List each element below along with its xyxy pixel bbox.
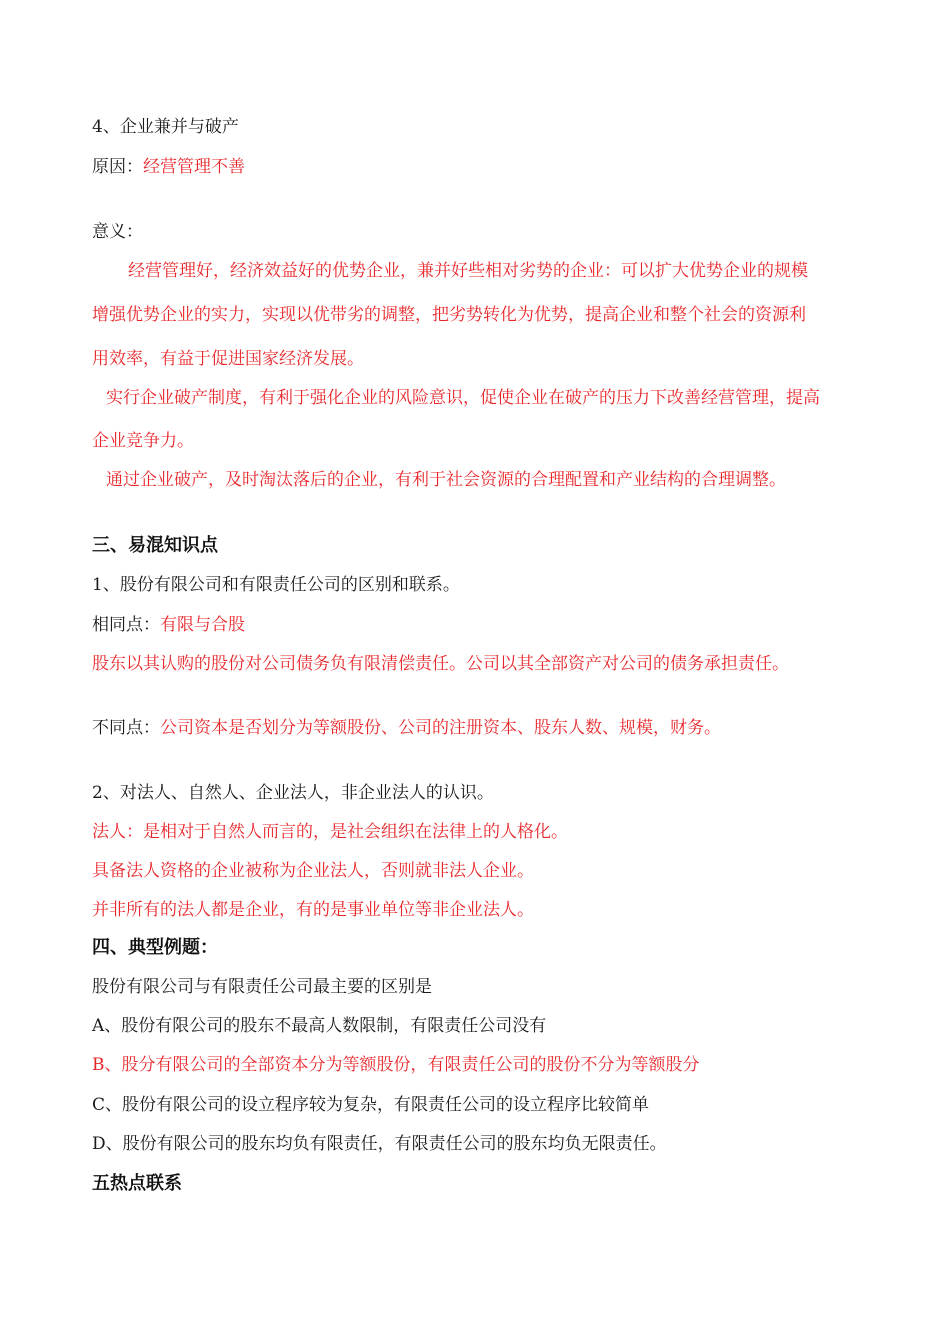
option-d: D、股份有限公司的股东均负有限责任，有限责任公司的股东均负无限责任。: [92, 1134, 667, 1154]
meaning-para3: 通过企业破产，及时淘汰落后的企业，有利于社会资源的合理配置和产业结构的合理调整。: [106, 470, 786, 490]
item2-title: 2、对法人、自然人、企业法人，非企业法人的认识。: [92, 783, 494, 803]
meaning-label: 意义：: [92, 222, 143, 242]
same-value: 有限与合股: [160, 615, 245, 635]
diff-value: 公司资本是否划分为等额股份、公司的注册资本、股东人数、规模，财务。: [160, 718, 721, 738]
cause-label: 原因：: [92, 157, 143, 177]
heading-typical-examples: 四、典型例题：: [92, 937, 218, 958]
option-a: A、股份有限公司的股东不最高人数限制，有限责任公司没有: [92, 1016, 547, 1036]
same-detail: 股东以其认购的股份对公司债务负有限清偿责任。公司以其全部资产对公司的债务承担责任。: [92, 654, 789, 674]
meaning-para2-line2: 企业竞争力。: [92, 431, 194, 451]
same-points-line: [92, 614, 245, 636]
legal-person-line1: 法人：是相对于自然人而言的，是社会组织在法律上的人格化。: [92, 822, 568, 842]
meaning-para1-line1: 经营管理好，经济效益好的优势企业，兼并好些相对劣势的企业：可以扩大优势企业的规模: [128, 261, 808, 281]
heading-confusing-points: 三、易混知识点: [92, 535, 218, 556]
legal-person-line2: 具备法人资格的企业被称为企业法人，否则就非法人企业。: [92, 861, 534, 881]
section-title-merger-bankruptcy: 4、企业兼并与破产: [92, 117, 239, 137]
diff-points-line: [92, 717, 721, 739]
meaning-para1-line2: 增强优势企业的实力，实现以优带劣的调整，把劣势转化为优势，提高企业和整个社会的资源利: [92, 305, 806, 325]
meaning-para1-line3: 用效率，有益于促进国家经济发展。: [92, 349, 364, 369]
cause-line: [92, 156, 245, 178]
legal-person-line3: 并非所有的法人都是企业，有的是事业单位等非企业法人。: [92, 900, 534, 920]
heading-hot-topics: 五热点联系: [92, 1173, 182, 1194]
meaning-para2-line1: 实行企业破产制度，有利于强化企业的风险意识，促使企业在破产的压力下改善经营管理，提高: [106, 388, 820, 408]
cause-value: 经营管理不善: [143, 157, 245, 177]
same-label: 相同点：: [92, 615, 160, 635]
item1-title: 1、股份有限公司和有限责任公司的区别和联系。: [92, 575, 460, 595]
option-b: B、股分有限公司的全部资本分为等额股份，有限责任公司的股份不分为等额股分: [92, 1055, 700, 1075]
diff-label: 不同点：: [92, 718, 160, 738]
example-question: 股份有限公司与有限责任公司最主要的区别是: [92, 977, 432, 997]
option-c: C、股份有限公司的设立程序较为复杂，有限责任公司的设立程序比较简单: [92, 1095, 650, 1115]
